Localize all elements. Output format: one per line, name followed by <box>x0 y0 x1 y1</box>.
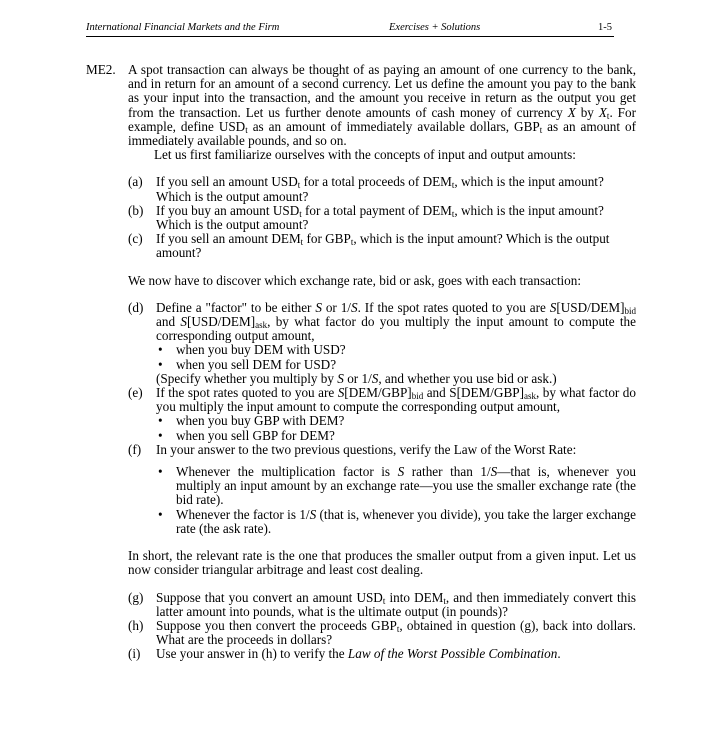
question-g: (g) Suppose that you convert an amount $USD_t$ into $DEM_t$, and then immediately convert this latter amount into pounds, what is the ultimate output (in pounds)? <box>128 589 636 619</box>
question-label: (i) <box>128 646 141 662</box>
question-f: (f) In your answer to the two previous questions, verify the Law of the Worst Rate: • Whenever the multiplication factor is S rather than 1/S—that is, whenever you multiply an input amount by an exchange rate—you use the smaller exchange rate (the bid rate). • Whenever the factor is 1/S (that is, whenever you divide), you take the larger exchange rate (the ask rate). <box>128 441 637 536</box>
question-i: (i) Use your answer in (h) to verify the Law of the Worst Possible Combination. <box>128 646 561 662</box>
intro-paragraph-2: Let us first familiarize ourselves with the concepts of input and output amounts: <box>154 147 576 163</box>
header-book-title: International Financial Markets and the Firm <box>86 22 280 33</box>
list-item: • Whenever the factor is 1/S (that is, whenever you divide), you take the larger exchange rate (the ask rate). <box>158 506 636 536</box>
list-item: • when you sell DEM for USD? <box>158 356 337 372</box>
question-c: (c) If you sell an amount $DEM_t$ for $GBP_t$, which is the input amount? Which is the output amount? <box>128 231 610 261</box>
question-label: (f) <box>128 441 142 457</box>
question-label: (a) <box>128 174 143 190</box>
page-header <box>86 20 614 36</box>
header-page-number: 1-5 <box>598 22 612 33</box>
question-label: (g) <box>128 589 144 605</box>
exercise-label: ME2. <box>86 62 116 77</box>
exercise-me2 <box>86 63 636 662</box>
transition-paragraph: We now have to discover which exchange rate, bid or ask, goes with each transaction: <box>128 272 582 288</box>
question-h: (h) Suppose you then convert the proceeds $GBP_t$, obtained in question (g), back into dollars. What are the proceeds in dollars? <box>128 617 636 648</box>
list-item: • when you buy GBP with DEM? <box>158 413 345 429</box>
list-item: • Whenever the multiplication factor is S rather than 1/S—that is, whenever you multiply an input amount by an exchange rate—you use the smaller exchange rate (the bid rate). <box>158 464 637 508</box>
header-rule <box>86 36 614 37</box>
question-b: (b) If you buy an amount $USD_t$ for a total payment of $DEM_t$, which is the input amount? Which is the output amount? <box>128 202 604 233</box>
list-item: • when you buy DEM with USD? <box>158 342 346 358</box>
question-a: (a) If you sell an amount $USD_t$ for a total proceeds of $DEM_t$, which is the input amount? Which is the output amount? <box>128 174 604 204</box>
list-item: • when you sell GBP for DEM? <box>158 427 335 443</box>
question-d: (d) Define a "factor" to be either S or 1/S. If the spot rates quoted to you are $S[USD/DEM]_{bid}$ and $S[USD/DEM]_{ask}$, by what factor do you multiply the input amount to compute the corresponding output amount, • when you buy DEM with USD? • when you sell DEM for USD? (Specify whether you multiply by S or 1/S, and whether you use bid or ask.) <box>128 299 636 386</box>
header-section-title: Exercises + Solutions <box>389 22 481 33</box>
question-label: (b) <box>128 202 144 218</box>
intro-paragraph: A spot transaction can always be thought of as paying an amount of one currency to the bank, and in return for an amount of a second currency. Let us define the amount you pay to the bank as your input into the transaction, and the amount you receive in return as the output you get from the transaction. Let us further denote amounts of cash money of currency X by $X_t$. For example, define $USD_t$ as an amount of immediately available dollars, $GBP_t$ as an amount of immediately available pounds, and so on. <box>128 62 637 149</box>
question-label: (h) <box>128 617 144 633</box>
question-e: (e) If the spot rates quoted to you are $S[DEM/GBP]_{bid}$ and $S[DEM/GBP]_{ask}$, by what factor do you multiply the input amount to compute the corresponding output amount, • when you buy GBP with DEM? • when you sell GBP for DEM? <box>128 385 636 443</box>
question-note: (Specify whether you multiply by S or 1/S, and whether you use bid or ask.) <box>156 370 557 386</box>
question-label: (e) <box>128 385 143 401</box>
question-label: (c) <box>128 231 143 247</box>
question-label: (d) <box>128 299 144 315</box>
summary-paragraph: In short, the relevant rate is the one that produces the smaller output from a given input. Let us now consider triangular arbitrage and least cost dealing. <box>128 548 636 578</box>
